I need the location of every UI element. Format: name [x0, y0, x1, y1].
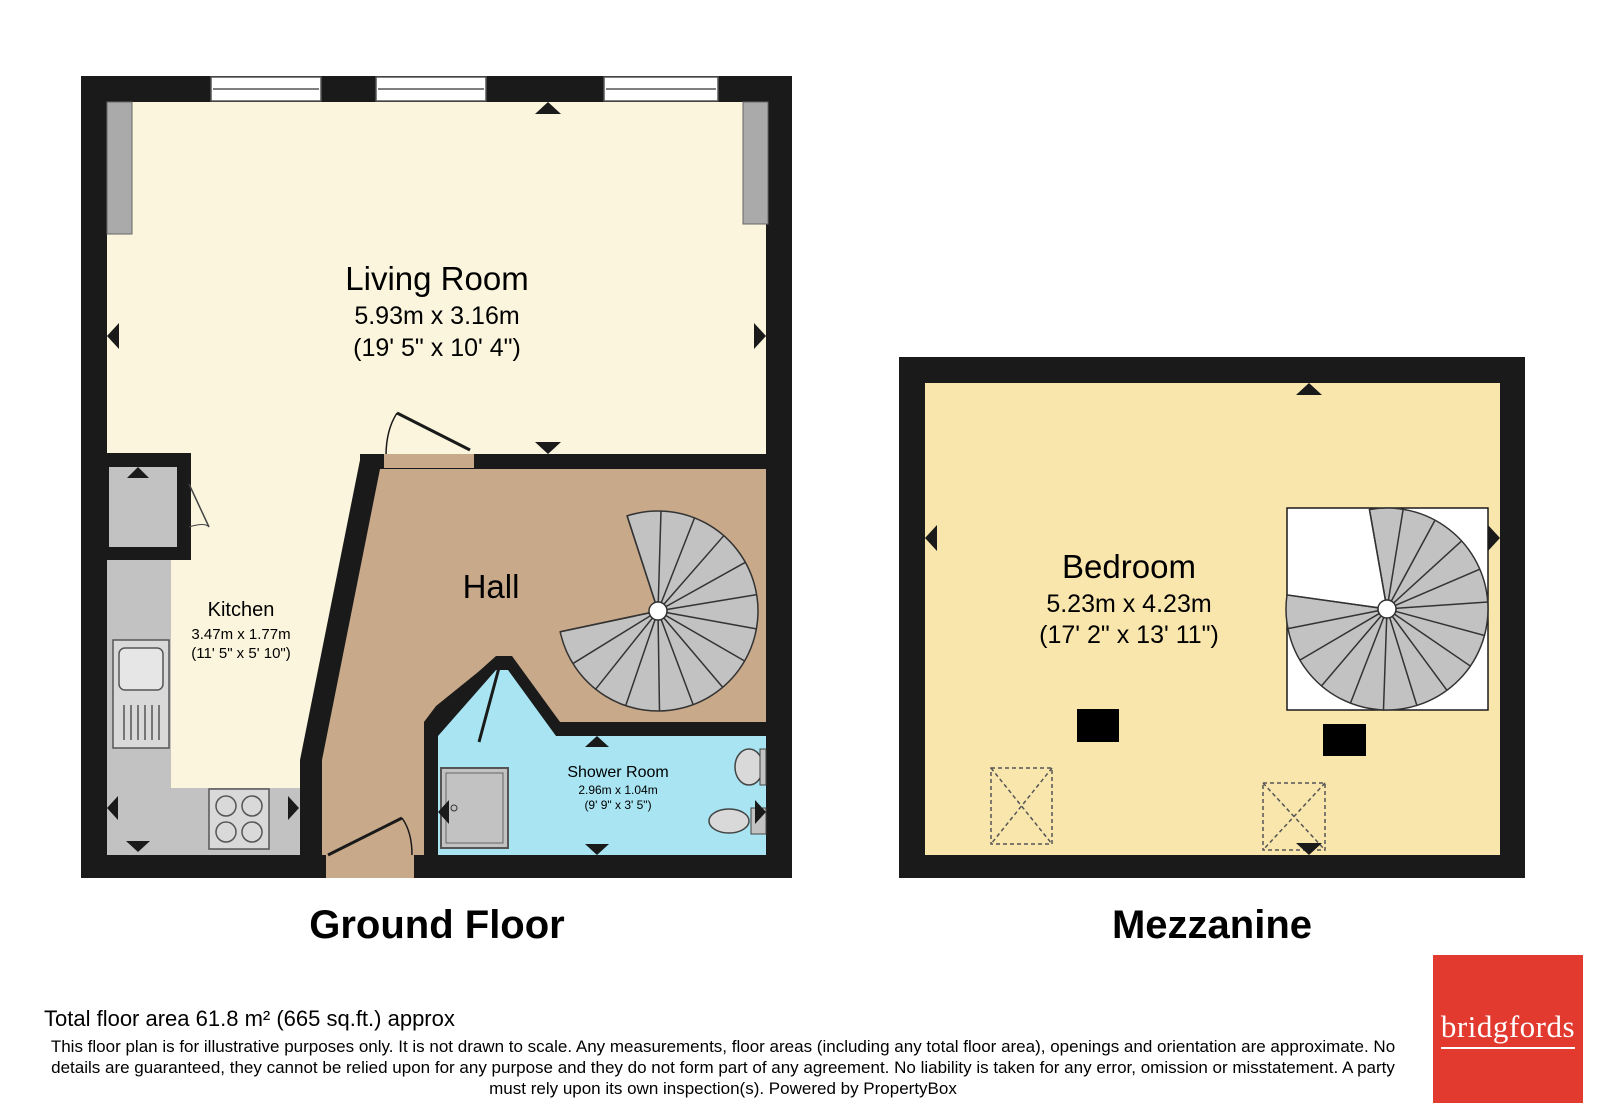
living-room-imperial: (19' 5" x 10' 4") [353, 334, 521, 362]
chimney-breast-right [743, 102, 768, 224]
kitchen-sink-bowl [119, 648, 163, 690]
kitchen-name: Kitchen [207, 599, 275, 621]
living-room-door-threshold [384, 454, 474, 468]
bridgfords-logo [1433, 955, 1583, 1103]
ground-floor-title: Ground Floor [309, 903, 565, 947]
bedroom-name: Bedroom [1062, 548, 1196, 585]
kitchen-hob [209, 789, 269, 849]
living-room-metric: 5.93m x 3.16m [354, 302, 520, 330]
kitchen-metric: 3.47m x 1.77m [191, 626, 291, 643]
sink-basin [735, 749, 763, 785]
disclaimer-text: This floor plan is for illustrative purposes only. It is not drawn to scale. Any measurements, floor areas (including any total floor area), openings and orientation are approximate. No details are guaranteed, they cannot be relied upon for any purpose and they do not form part of any agreement. No liability is taken for any error, omission or misstatement. A party must rely upon its own inspection(s). Powered by PropertyBox [50, 1037, 1396, 1098]
kitchen-imperial: (11' 5" x 5' 10") [191, 645, 291, 662]
mezzanine-title: Mezzanine [1111, 903, 1313, 947]
toilet-bowl [709, 809, 749, 833]
living-room-name: Living Room [345, 260, 529, 297]
sink-unit [760, 749, 766, 785]
shower-room-name: Shower Room [567, 764, 669, 781]
support-post-left [1077, 709, 1119, 742]
shower-room-metric: 2.96m x 1.04m [578, 783, 658, 797]
logo-text: bridgfords [1441, 1009, 1575, 1049]
chimney-breast-left [107, 102, 132, 234]
entrance-door-sill [326, 852, 414, 878]
ground-floor-plan [81, 76, 792, 878]
total-floor-area: Total floor area 61.8 m² (665 sq.ft.) approx [44, 1006, 455, 1031]
bedroom-imperial: (17' 2" x 13' 11") [1039, 621, 1219, 649]
living-hall-wall [474, 454, 772, 469]
support-post-right [1323, 724, 1366, 756]
stair-newel [649, 602, 667, 620]
stair-newel [1378, 600, 1396, 618]
ground-floor-windows [211, 77, 718, 101]
cupboard-floor [109, 467, 177, 547]
shower-room-imperial: (9' 9" x 3' 5") [584, 798, 652, 812]
mezzanine-plan [899, 357, 1525, 878]
bedroom-metric: 5.23m x 4.23m [1046, 590, 1212, 618]
hall-name: Hall [462, 568, 520, 605]
